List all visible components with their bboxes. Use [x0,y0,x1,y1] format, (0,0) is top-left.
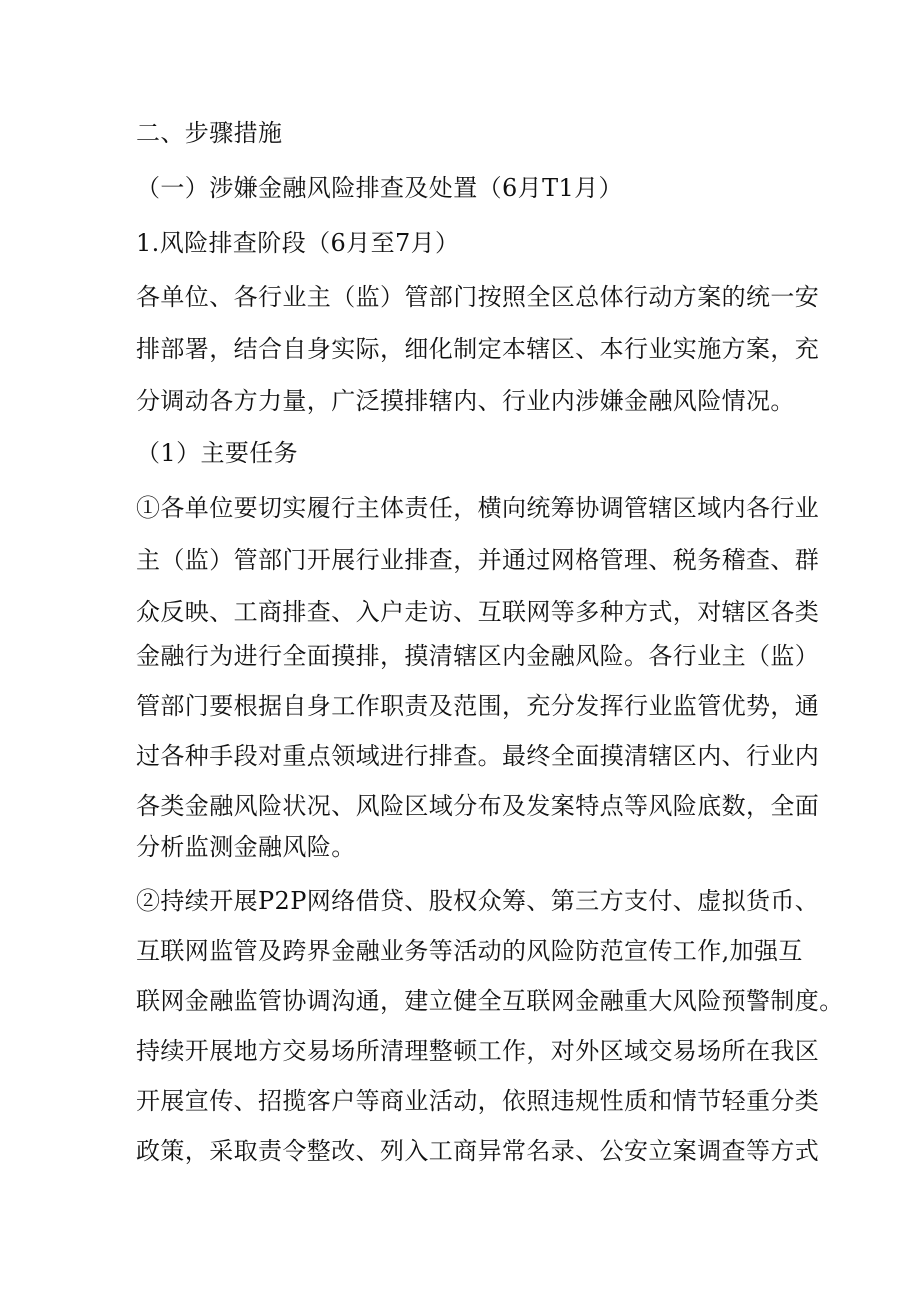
item-1-line: 金融行为进行全面摸排，摸清辖区内金融风险。各行业主（监） [136,642,820,670]
paragraph-line: 各单位、各行业主（监）管部门按照全区总体行动方案的统一安 [136,283,820,311]
item-2-line: 持续开展地方交易场所清理整顿工作，对外区域交易场所在我区 [136,1037,820,1065]
item-1-line: ①各单位要切实履行主体责任，横向统筹协调管辖区域内各行业 [136,494,820,522]
item-2-line: 互联网监管及跨界金融业务等活动的风险防范宣传工作,加强互 [136,937,803,965]
item-2-line: 联网金融监管协调沟通，建立健全互联网金融重大风险预警制度。 [136,987,844,1015]
paragraph-line: 排部署，结合自身实际，细化制定本辖区、本行业实施方案，充 [136,335,820,363]
subsection-heading: （一）涉嫌金融风险排查及处置（6月T1月） [136,174,623,202]
item-1-line: 过各种手段对重点领域进行排查。最终全面摸清辖区内、行业内 [136,742,820,770]
item-1-line: 众反映、工商排查、入户走访、互联网等多种方式，对辖区各类 [136,598,820,626]
item-2-line: 开展宣传、招揽客户等商业活动，依照违规性质和情节轻重分类 [136,1087,820,1115]
task-heading: （1）主要任务 [136,439,299,467]
paragraph-line: 分调动各方力量，广泛摸排辖内、行业内涉嫌金融风险情况。 [136,387,795,415]
item-2-line: 政策，采取责令整改、列入工商异常名录、公安立案调查等方式 [136,1137,820,1165]
item-1-line: 主（监）管部门开展行业排查，并通过网格管理、税务稽查、群 [136,546,820,574]
section-heading: 二、步骤措施 [136,119,283,147]
item-2-line: ②持续开展P2P网络借贷、股权众筹、第三方支付、虚拟货币、 [136,887,820,915]
item-1-line: 各类金融风险状况、风险区域分布及发案特点等风险底数，全面 [136,792,820,820]
item-1-line: 管部门要根据自身工作职责及范围，充分发挥行业监管优势，通 [136,692,820,720]
item-1-line: 分析监测金融风险。 [136,833,356,861]
stage-heading: 1.风险排查阶段（6月至7月） [136,229,460,257]
